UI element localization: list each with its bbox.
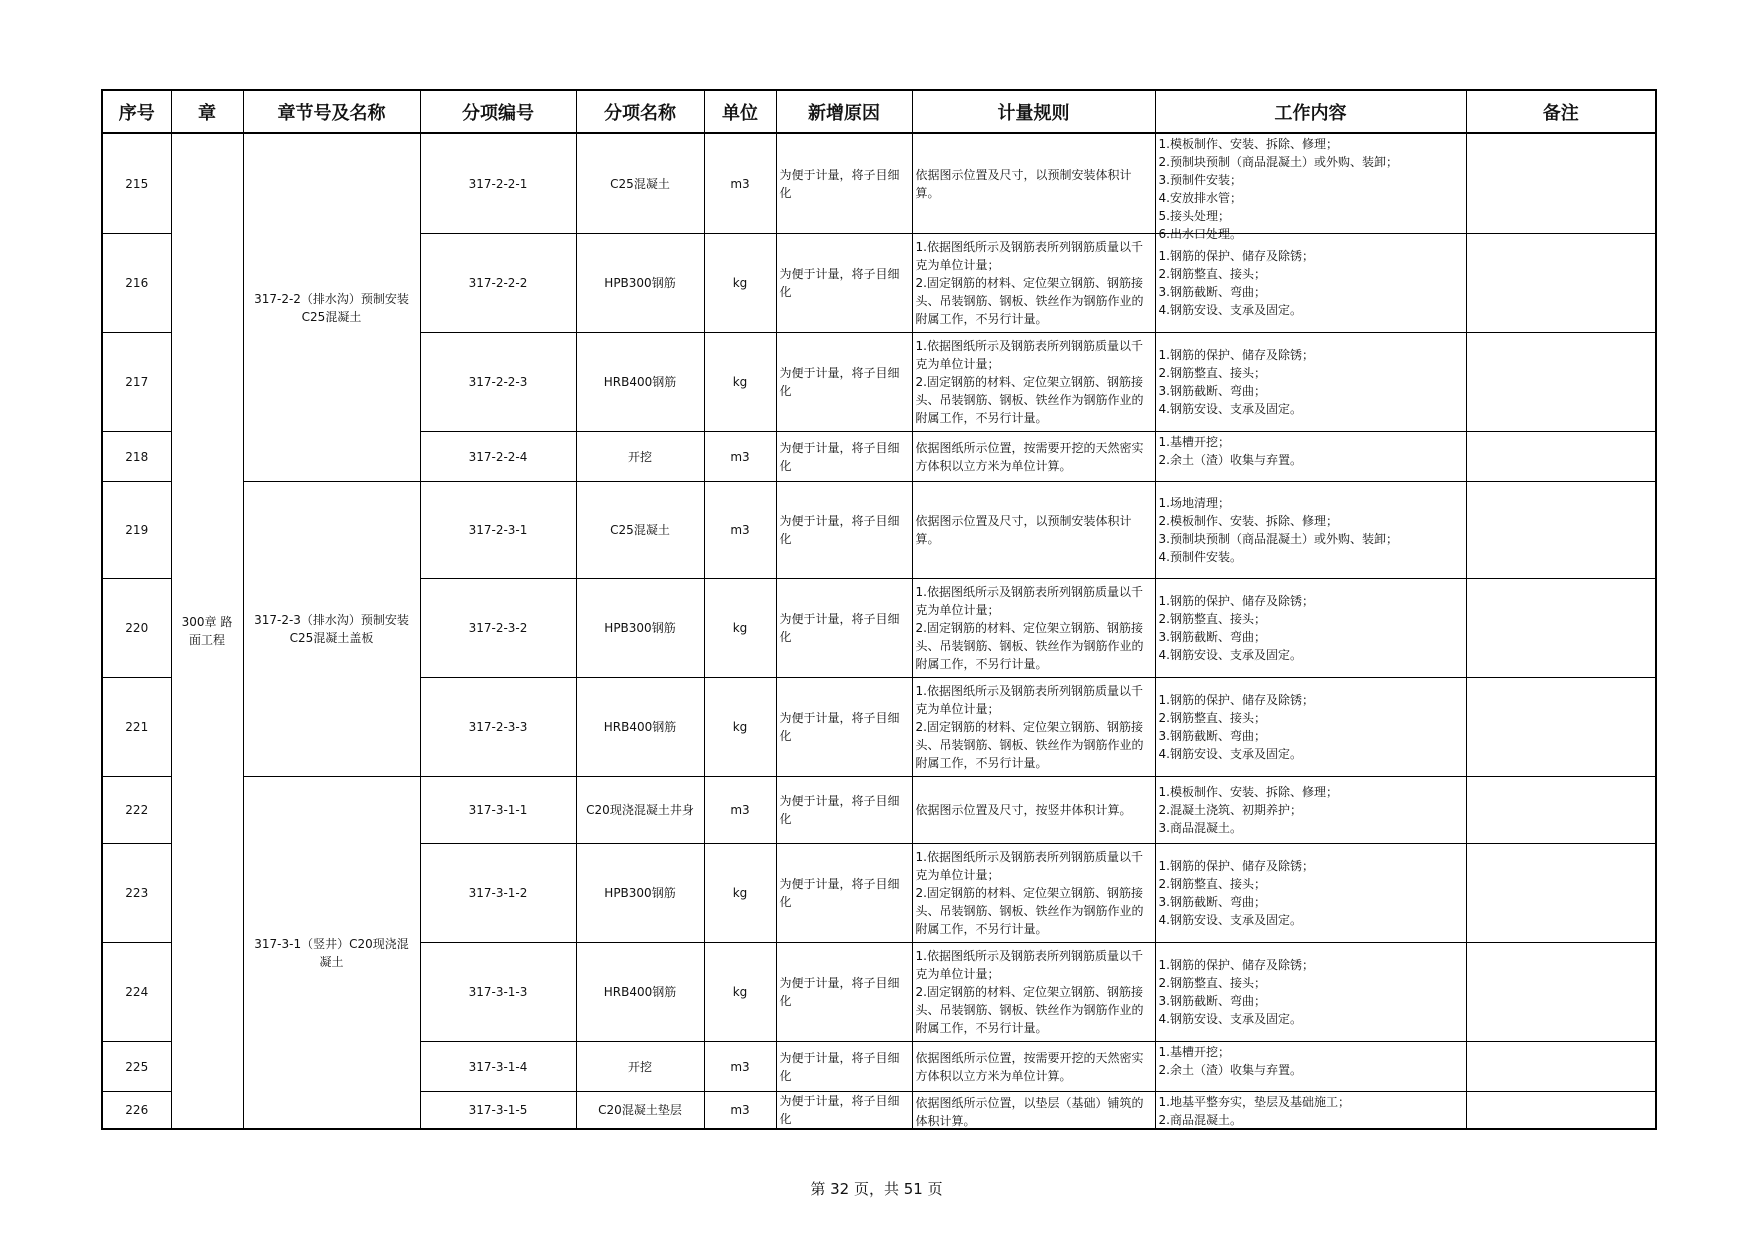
reason-cell: 为便于计量，将子目细化 <box>776 943 912 1042</box>
seq-cell: 215 <box>102 133 171 234</box>
reason-cell: 为便于计量，将子目细化 <box>776 133 912 234</box>
unit-cell: m3 <box>704 133 776 234</box>
item-name-cell: C20现浇混凝土井身 <box>576 777 704 844</box>
item-code-cell: 317-3-1-1 <box>420 777 576 844</box>
rule-cell <box>912 777 1155 844</box>
rule-line: 2.固定钢筋的材料、定位架立钢筋、钢筋接头、吊装钢筋、钢板、铁丝作为钢筋作业的附属工作，不另行计量。 <box>915 720 1144 770</box>
work-line: 6.出水口处理。 <box>1158 227 1242 241</box>
note-cell <box>1466 482 1656 579</box>
unit-cell: kg <box>704 579 776 678</box>
rule-line: 1.依据图纸所示及钢筋表所列钢筋质量以千克为单位计量； <box>915 684 1143 716</box>
item-table-sheet <box>101 89 1657 1130</box>
work-line: 4.钢筋安设、支承及固定。 <box>1158 303 1302 317</box>
work-line: 2.钢筋整直、接头； <box>1158 711 1266 725</box>
rule-cell <box>912 1042 1155 1092</box>
rule-line: 依据图纸所示位置，按需要开挖的天然密实方体积以立方米为单位计算。 <box>915 440 1144 473</box>
work-line: 3.钢筋截断、弯曲； <box>1158 285 1266 299</box>
work-line: 4.钢筋安设、支承及固定。 <box>1158 1012 1302 1026</box>
table-row <box>102 777 1656 844</box>
reason-cell: 为便于计量，将子目细化 <box>776 579 912 678</box>
seq-cell: 222 <box>102 777 171 844</box>
item-name-cell: C25混凝土 <box>576 133 704 234</box>
work-cell <box>1155 579 1466 678</box>
note-cell <box>1466 943 1656 1042</box>
work-line: 4.钢筋安设、支承及固定。 <box>1158 747 1302 761</box>
item-name-cell: 开挖 <box>576 1042 704 1092</box>
work-cell <box>1155 333 1466 432</box>
reason-cell: 为便于计量，将子目细化 <box>776 1042 912 1092</box>
reason-cell: 为便于计量，将子目细化 <box>776 333 912 432</box>
item-code-cell: 317-2-2-3 <box>420 333 576 432</box>
header-item-code: 分项编号 <box>420 90 576 133</box>
table-body <box>102 133 1656 1129</box>
rule-line: 2.固定钢筋的材料、定位架立钢筋、钢筋接头、吊装钢筋、钢板、铁丝作为钢筋作业的附属工作，不另行计量。 <box>915 886 1144 936</box>
reason-cell: 为便于计量，将子目细化 <box>776 1092 912 1130</box>
item-code-cell: 317-2-3-3 <box>420 678 576 777</box>
rule-line: 2.固定钢筋的材料、定位架立钢筋、钢筋接头、吊装钢筋、钢板、铁丝作为钢筋作业的附属工作，不另行计量。 <box>915 276 1144 326</box>
work-line: 1.钢筋的保护、储存及除锈； <box>1158 348 1314 362</box>
unit-cell: kg <box>704 333 776 432</box>
unit-cell: m3 <box>704 777 776 844</box>
work-cell <box>1155 777 1466 844</box>
section-cell: 317-2-3（排水沟）预制安装C25混凝土盖板 <box>243 482 420 777</box>
header-unit: 单位 <box>704 90 776 133</box>
note-cell <box>1466 1092 1656 1130</box>
item-name-cell: HRB400钢筋 <box>576 943 704 1042</box>
work-cell <box>1155 678 1466 777</box>
unit-cell: m3 <box>704 432 776 482</box>
seq-cell: 217 <box>102 333 171 432</box>
item-name-cell: HRB400钢筋 <box>576 678 704 777</box>
unit-cell: m3 <box>704 1092 776 1130</box>
header-seq: 序号 <box>102 90 171 133</box>
header-work: 工作内容 <box>1155 90 1466 133</box>
rule-line: 依据图示位置及尺寸，按竖井体积计算。 <box>915 803 1132 817</box>
header-item-name: 分项名称 <box>576 90 704 133</box>
header-rule: 计量规则 <box>912 90 1155 133</box>
note-cell <box>1466 234 1656 333</box>
rule-line: 1.依据图纸所示及钢筋表所列钢筋质量以千克为单位计量； <box>915 339 1143 371</box>
reason-cell: 为便于计量，将子目细化 <box>776 432 912 482</box>
work-cell <box>1155 133 1466 241</box>
rule-line: 1.依据图纸所示及钢筋表所列钢筋质量以千克为单位计量； <box>915 850 1143 882</box>
work-line: 2.商品混凝土。 <box>1158 1113 1242 1127</box>
rule-cell <box>912 943 1155 1042</box>
unit-cell: kg <box>704 234 776 333</box>
item-code-cell: 317-3-1-4 <box>420 1042 576 1092</box>
rule-line: 依据图示位置及尺寸，以预制安装体积计算。 <box>915 167 1132 200</box>
seq-cell: 226 <box>102 1092 171 1130</box>
work-line: 1.钢筋的保护、储存及除锈； <box>1158 249 1314 263</box>
rule-cell <box>912 579 1155 678</box>
rule-line: 依据图纸所示位置，以垫层（基础）铺筑的体积计算。 <box>915 1096 1144 1128</box>
item-name-cell: HRB400钢筋 <box>576 333 704 432</box>
work-line: 2.余土（渣）收集与弃置。 <box>1158 453 1302 467</box>
header-chapter: 章 <box>171 90 243 133</box>
work-cell <box>1155 1042 1466 1092</box>
work-line: 2.钢筋整直、接头； <box>1158 976 1266 990</box>
work-line: 1.模板制作、安装、拆除、修理； <box>1158 785 1338 799</box>
work-line: 1.钢筋的保护、储存及除锈； <box>1158 958 1314 972</box>
rule-line: 依据图纸所示位置，按需要开挖的天然密实方体积以立方米为单位计算。 <box>915 1050 1144 1083</box>
work-line: 5.接头处理； <box>1158 209 1230 223</box>
header-reason: 新增原因 <box>776 90 912 133</box>
rule-cell <box>912 432 1155 482</box>
work-line: 4.钢筋安设、支承及固定。 <box>1158 402 1302 416</box>
work-line: 2.余土（渣）收集与弃置。 <box>1158 1063 1302 1077</box>
chapter-cell: 300章 路面工程 <box>171 133 243 1129</box>
rule-line: 1.依据图纸所示及钢筋表所列钢筋质量以千克为单位计量； <box>915 240 1143 272</box>
note-cell <box>1466 432 1656 482</box>
work-line: 1.地基平整夯实，垫层及基础施工； <box>1158 1095 1350 1109</box>
reason-cell: 为便于计量，将子目细化 <box>776 777 912 844</box>
rule-line: 1.依据图纸所示及钢筋表所列钢筋质量以千克为单位计量； <box>915 949 1143 981</box>
work-line: 3.钢筋截断、弯曲； <box>1158 994 1266 1008</box>
work-line: 1.钢筋的保护、储存及除锈； <box>1158 594 1314 608</box>
item-name-cell: HPB300钢筋 <box>576 844 704 943</box>
work-line: 1.模板制作、安装、拆除、修理； <box>1158 137 1338 151</box>
unit-cell: kg <box>704 678 776 777</box>
item-name-cell: C20混凝土垫层 <box>576 1092 704 1130</box>
item-code-cell: 317-2-3-1 <box>420 482 576 579</box>
unit-cell: kg <box>704 844 776 943</box>
work-cell <box>1155 432 1466 482</box>
seq-cell: 225 <box>102 1042 171 1092</box>
work-cell <box>1155 482 1466 579</box>
rule-line: 依据图示位置及尺寸，以预制安装体积计算。 <box>915 514 1132 546</box>
item-code-cell: 317-2-2-2 <box>420 234 576 333</box>
rule-cell <box>912 482 1155 579</box>
work-line: 1.基槽开挖； <box>1158 435 1230 449</box>
header-note: 备注 <box>1466 90 1656 133</box>
rule-cell <box>912 234 1155 333</box>
header-section: 章节号及名称 <box>243 90 420 133</box>
work-cell <box>1155 1092 1466 1130</box>
work-line: 1.基槽开挖； <box>1158 1045 1230 1059</box>
rule-line: 1.依据图纸所示及钢筋表所列钢筋质量以千克为单位计量； <box>915 585 1143 617</box>
seq-cell: 220 <box>102 579 171 678</box>
section-cell: 317-2-2（排水沟）预制安装C25混凝土 <box>243 133 420 482</box>
seq-cell: 223 <box>102 844 171 943</box>
reason-cell: 为便于计量，将子目细化 <box>776 234 912 333</box>
note-cell <box>1466 133 1656 234</box>
item-code-cell: 317-2-2-4 <box>420 432 576 482</box>
work-cell <box>1155 943 1466 1042</box>
work-line: 2.钢筋整直、接头； <box>1158 877 1266 891</box>
work-line: 1.钢筋的保护、储存及除锈； <box>1158 693 1314 707</box>
work-line: 2.预制块预制（商品混凝土）或外购、装卸； <box>1158 155 1398 169</box>
item-name-cell: 开挖 <box>576 432 704 482</box>
work-line: 1.钢筋的保护、储存及除锈； <box>1158 859 1314 873</box>
rule-line: 2.固定钢筋的材料、定位架立钢筋、钢筋接头、吊装钢筋、钢板、铁丝作为钢筋作业的附属工作，不另行计量。 <box>915 621 1144 671</box>
table-row <box>102 133 1656 234</box>
work-line: 3.钢筋截断、弯曲； <box>1158 729 1266 743</box>
seq-cell: 219 <box>102 482 171 579</box>
seq-cell: 224 <box>102 943 171 1042</box>
item-code-cell: 317-3-1-5 <box>420 1092 576 1130</box>
table-row <box>102 482 1656 579</box>
rule-cell <box>912 1092 1155 1130</box>
note-cell <box>1466 333 1656 432</box>
rule-line: 2.固定钢筋的材料、定位架立钢筋、钢筋接头、吊装钢筋、钢板、铁丝作为钢筋作业的附属工作，不另行计量。 <box>915 375 1144 425</box>
item-name-cell: C25混凝土 <box>576 482 704 579</box>
work-line: 2.混凝土浇筑、初期养护； <box>1158 803 1302 817</box>
item-code-cell: 317-3-1-3 <box>420 943 576 1042</box>
work-line: 4.安放排水管； <box>1158 191 1242 205</box>
item-code-cell: 317-3-1-2 <box>420 844 576 943</box>
work-line: 3.预制块预制（商品混凝土）或外购、装卸； <box>1158 532 1398 546</box>
reason-cell: 为便于计量，将子目细化 <box>776 482 912 579</box>
work-line: 4.钢筋安设、支承及固定。 <box>1158 648 1302 662</box>
item-name-cell: HPB300钢筋 <box>576 234 704 333</box>
rule-cell <box>912 844 1155 943</box>
item-name-cell: HPB300钢筋 <box>576 579 704 678</box>
section-cell: 317-3-1（竖井）C20现浇混凝土 <box>243 777 420 1130</box>
work-line: 2.钢筋整直、接头； <box>1158 612 1266 626</box>
seq-cell: 216 <box>102 234 171 333</box>
item-code-cell: 317-2-2-1 <box>420 133 576 234</box>
work-line: 2.钢筋整直、接头； <box>1158 366 1266 380</box>
work-line: 3.钢筋截断、弯曲； <box>1158 384 1266 398</box>
note-cell <box>1466 678 1656 777</box>
work-line: 2.模板制作、安装、拆除、修理； <box>1158 514 1338 528</box>
seq-cell: 221 <box>102 678 171 777</box>
unit-cell: m3 <box>704 482 776 579</box>
page-footer: 第 32 页，共 51 页 <box>810 1180 943 1198</box>
work-line: 4.预制件安装。 <box>1158 550 1242 564</box>
work-line: 2.钢筋整直、接头； <box>1158 267 1266 281</box>
rule-cell <box>912 333 1155 432</box>
header-row <box>102 90 1656 133</box>
work-cell <box>1155 844 1466 943</box>
work-cell <box>1155 234 1466 333</box>
reason-cell: 为便于计量，将子目细化 <box>776 844 912 943</box>
rule-cell <box>912 678 1155 777</box>
note-cell <box>1466 777 1656 844</box>
note-cell <box>1466 579 1656 678</box>
note-cell <box>1466 844 1656 943</box>
reason-cell: 为便于计量，将子目细化 <box>776 678 912 777</box>
unit-cell: m3 <box>704 1042 776 1092</box>
seq-cell: 218 <box>102 432 171 482</box>
work-line: 3.钢筋截断、弯曲； <box>1158 895 1266 909</box>
work-line: 4.钢筋安设、支承及固定。 <box>1158 913 1302 927</box>
rule-line: 2.固定钢筋的材料、定位架立钢筋、钢筋接头、吊装钢筋、钢板、铁丝作为钢筋作业的附属工作，不另行计量。 <box>915 985 1144 1035</box>
work-line: 3.商品混凝土。 <box>1158 821 1242 835</box>
work-line: 1.场地清理； <box>1158 496 1230 510</box>
note-cell <box>1466 1042 1656 1092</box>
work-line: 3.钢筋截断、弯曲； <box>1158 630 1266 644</box>
work-line: 3.预制件安装； <box>1158 173 1242 187</box>
unit-cell: kg <box>704 943 776 1042</box>
rule-cell <box>912 133 1155 234</box>
item-code-cell: 317-2-3-2 <box>420 579 576 678</box>
item-table <box>101 89 1657 1130</box>
